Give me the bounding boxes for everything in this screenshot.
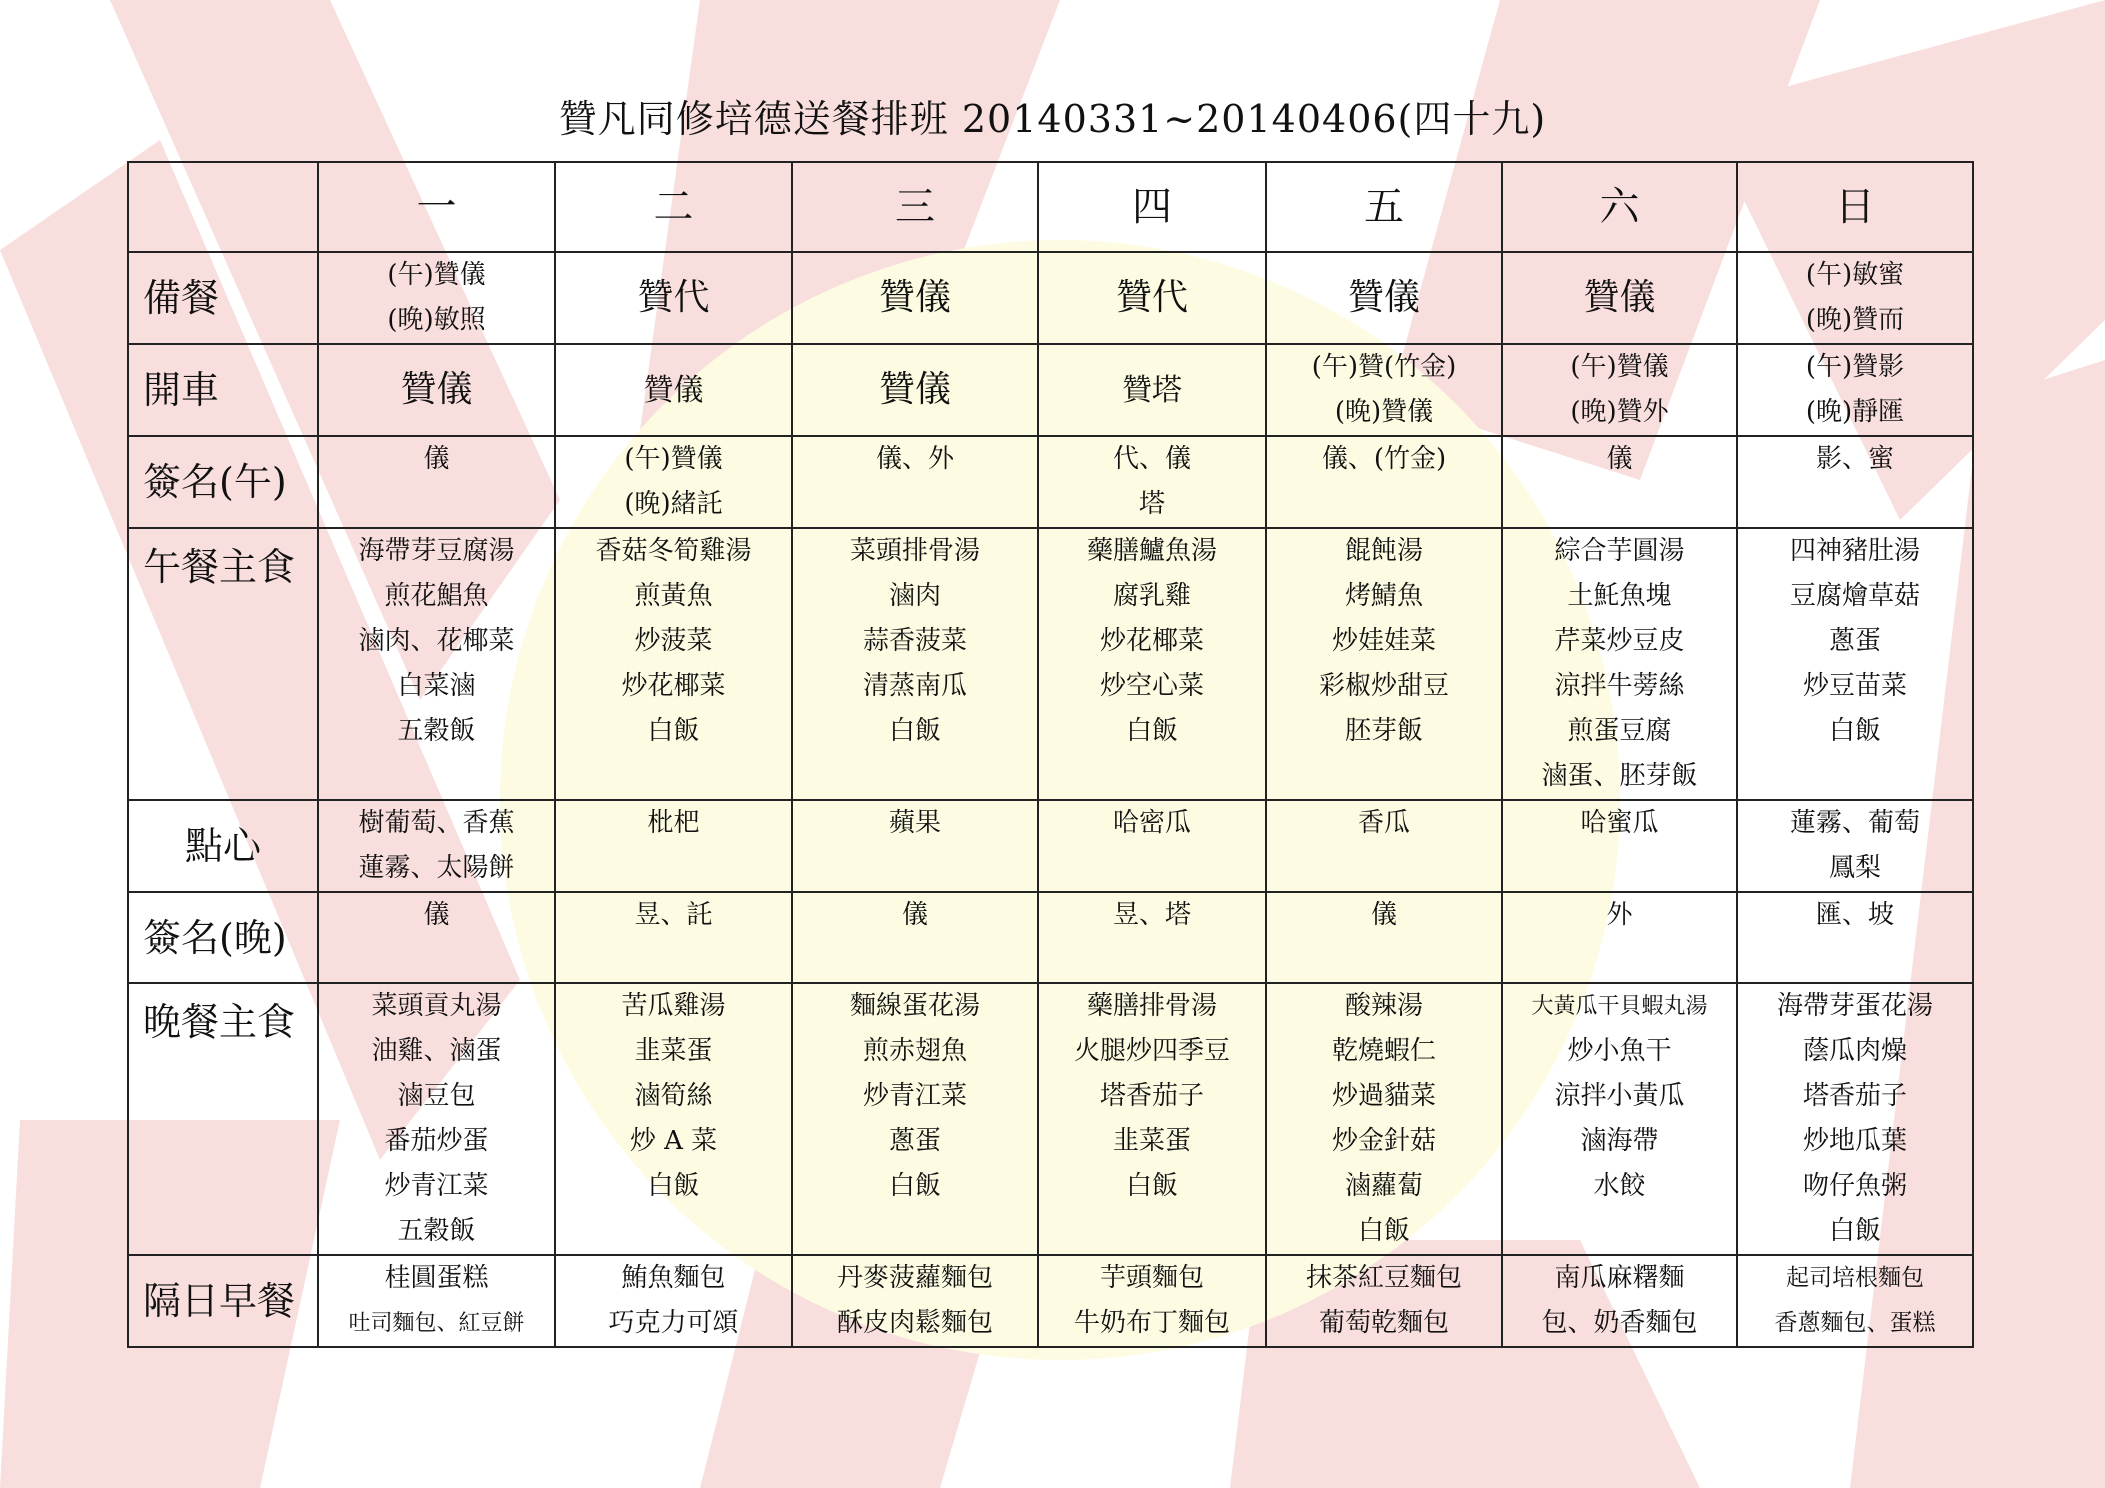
schedule-cell: 儀 [1502,436,1737,528]
sign-eve-row [128,892,1973,983]
row-label: 開車 [128,344,318,436]
row-label: 隔日早餐 [128,1255,318,1347]
schedule-table [127,161,1974,1348]
schedule-cell: 儀 [318,436,555,528]
row-label: 簽名(午) [128,436,318,528]
schedule-cell: 贊代 [1038,252,1266,344]
page-title: 贊凡同修培德送餐排班 20140331~20140406(四十九) [558,97,1547,141]
row-label: 簽名(晚) [128,892,318,983]
schedule-cell: 鮪魚麵包 巧克力可頌 [555,1255,792,1347]
schedule-cell: 昱、塔 [1038,892,1266,983]
schedule-cell: 蓮霧、葡萄 鳳梨 [1737,800,1973,892]
day-header: 日 [1737,162,1973,252]
schedule-cell: 四神豬肚湯 豆腐燴草菇 蔥蛋 炒豆苗菜 白飯 [1737,528,1973,800]
day-header: 三 [792,162,1038,252]
schedule-cell: 海帶芽豆腐湯 煎花鯧魚 滷肉、花椰菜 白菜滷 五穀飯 [318,528,555,800]
schedule-cell: 儀 [792,892,1038,983]
schedule-cell: 餛飩湯 烤鯖魚 炒娃娃菜 彩椒炒甜豆 胚芽飯 [1266,528,1502,800]
schedule-cell: (午)贊影 (晚)靜匯 [1737,344,1973,436]
row-label: 點心 [128,800,318,892]
prep-row [128,252,1973,344]
corner-cell [128,162,318,252]
schedule-cell: 麵線蛋花湯 煎赤翅魚 炒青江菜 蔥蛋 白飯 [792,983,1038,1255]
day-header: 四 [1038,162,1266,252]
schedule-cell: 贊代 [555,252,792,344]
schedule-cell: 儀 [1266,892,1502,983]
breakfast-row [128,1255,1973,1347]
schedule-cell: 樹葡萄、香蕉 蓮霧、太陽餅 [318,800,555,892]
schedule-cell: 贊儀 [555,344,792,436]
schedule-cell: 儀、(竹金) [1266,436,1502,528]
row-label: 備餐 [128,252,318,344]
schedule-cell: 哈蜜瓜 [1502,800,1737,892]
sign-noon-row [128,436,1973,528]
schedule-cell: 贊儀 [792,344,1038,436]
schedule-cell: 影、蜜 [1737,436,1973,528]
snack-row [128,800,1973,892]
schedule-cell: 香瓜 [1266,800,1502,892]
day-header: 五 [1266,162,1502,252]
schedule-cell: 丹麥菠蘿麵包 酥皮肉鬆麵包 [792,1255,1038,1347]
schedule-cell: 大黃瓜干貝蝦丸湯 炒小魚干 涼拌小黃瓜 滷海帶 水餃 [1502,983,1737,1255]
schedule-cell: 香菇冬筍雞湯 煎黃魚 炒菠菜 炒花椰菜 白飯 [555,528,792,800]
schedule-cell: (午)贊儀 (晚)敏照 [318,252,555,344]
schedule-cell: (午)敏蜜 (晚)贊而 [1737,252,1973,344]
lunch-row [128,528,1973,800]
schedule-cell: 贊塔 [1038,344,1266,436]
schedule-cell: 儀、外 [792,436,1038,528]
schedule-cell: 南瓜麻糬麵 包、奶香麵包 [1502,1255,1737,1347]
schedule-cell: 桂圓蛋糕 吐司麵包、紅豆餅 [318,1255,555,1347]
drive-row [128,344,1973,436]
schedule-cell: 贊儀 [1502,252,1737,344]
schedule-cell: (午)贊(竹金) (晚)贊儀 [1266,344,1502,436]
schedule-cell: 蘋果 [792,800,1038,892]
day-header: 一 [318,162,555,252]
schedule-cell: 贊儀 [318,344,555,436]
day-header: 二 [555,162,792,252]
day-header-row [128,162,1973,252]
schedule-cell: 代、儀 塔 [1038,436,1266,528]
schedule-cell: 哈密瓜 [1038,800,1266,892]
dinner-row [128,983,1973,1255]
schedule-cell: 抹茶紅豆麵包 葡萄乾麵包 [1266,1255,1502,1347]
schedule-cell: 藥膳排骨湯 火腿炒四季豆 塔香茄子 韭菜蛋 白飯 [1038,983,1266,1255]
schedule-cell: (午)贊儀 (晚)贊外 [1502,344,1737,436]
schedule-cell: 菜頭貢丸湯 油雞、滷蛋 滷豆包 番茄炒蛋 炒青江菜 五穀飯 [318,983,555,1255]
schedule-cell: 儀 [318,892,555,983]
schedule-cell: 外 [1502,892,1737,983]
schedule-cell: 贊儀 [1266,252,1502,344]
schedule-cell: 起司培根麵包 香蔥麵包、蛋糕 [1737,1255,1973,1347]
schedule-cell: 匯、坡 [1737,892,1973,983]
schedule-cell: 芋頭麵包 牛奶布丁麵包 [1038,1255,1266,1347]
schedule-cell: 菜頭排骨湯 滷肉 蒜香菠菜 清蒸南瓜 白飯 [792,528,1038,800]
schedule-cell: 贊儀 [792,252,1038,344]
schedule-cell: 藥膳鱸魚湯 腐乳雞 炒花椰菜 炒空心菜 白飯 [1038,528,1266,800]
schedule-cell: 海帶芽蛋花湯 蔭瓜肉燥 塔香茄子 炒地瓜葉 吻仔魚粥 白飯 [1737,983,1973,1255]
row-label: 午餐主食 [128,528,318,800]
schedule-cell: 綜合芋圓湯 土魠魚塊 芹菜炒豆皮 涼拌牛蒡絲 煎蛋豆腐 滷蛋、胚芽飯 [1502,528,1737,800]
row-label: 晚餐主食 [128,983,318,1255]
schedule-cell: (午)贊儀 (晚)緒託 [555,436,792,528]
schedule-cell: 酸辣湯 乾燒蝦仁 炒過貓菜 炒金針菇 滷蘿蔔 白飯 [1266,983,1502,1255]
day-header: 六 [1502,162,1737,252]
schedule-cell: 昱、託 [555,892,792,983]
schedule-cell: 苦瓜雞湯 韭菜蛋 滷筍絲 炒 A 菜 白飯 [555,983,792,1255]
schedule-cell: 枇杷 [555,800,792,892]
